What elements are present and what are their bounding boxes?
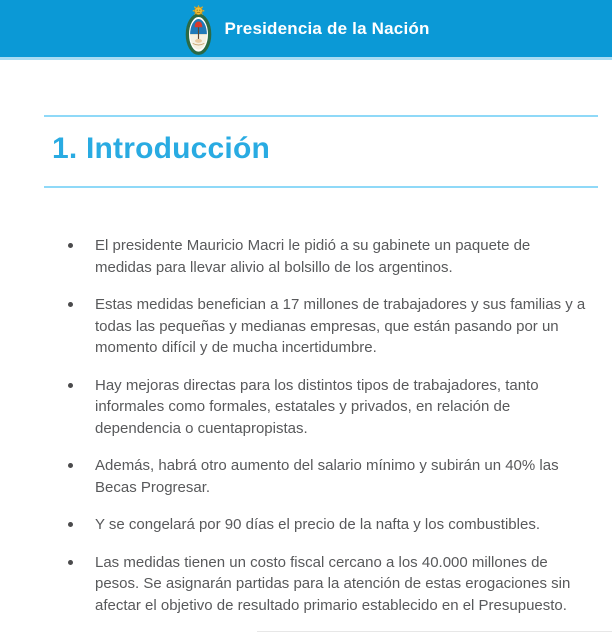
list-item — [44, 552, 590, 617]
section-heading: 1. Introducción — [52, 132, 271, 165]
bullet-dot — [68, 560, 73, 565]
header-title: Presidencia de la Nación — [224, 18, 430, 38]
next-section-rule-fragment — [257, 631, 612, 632]
list-item-text: Además, habrá otro aumento del salario mínimo y subirán un 40% las Becas Progresar. — [95, 457, 559, 496]
argentina-coat-of-arms-icon — [182, 4, 215, 58]
bullet-dot — [68, 243, 73, 248]
list-item-text: Y se congelará por 90 días el precio de la nafta y los combustibles. — [95, 516, 540, 533]
document-body — [44, 115, 598, 616]
header-banner — [0, 0, 612, 60]
list-item-text: Las medidas tienen un costo fiscal cercano a los 40.000 millones de pesos. Se asignarán partidas para la atención de estas erogaciones sin afectar el objetivo de resultado primario establecido en el Presupuesto. — [95, 553, 571, 614]
list-item — [44, 455, 590, 498]
list-item — [44, 294, 590, 359]
bullet-dot — [68, 522, 73, 527]
list-item — [44, 375, 590, 440]
list-item-text: El presidente Mauricio Macri le pidió a su gabinete un paquete de medidas para llevar alivio al bolsillo de los argentinos. — [95, 237, 531, 276]
list-item-text: Estas medidas benefician a 17 millones de trabajadores y sus familias y a todas las pequeñas y medianas empresas, que están pasando por un momento difícil y de mucha incertidumbre. — [95, 296, 586, 356]
bullet-dot — [68, 383, 73, 388]
bullet-dot — [68, 463, 73, 468]
list-item — [44, 235, 590, 278]
bullet-dot — [68, 302, 73, 307]
heading-rule-bottom — [44, 186, 598, 188]
list-item-text: Hay mejoras directas para los distintos tipos de trabajadores, tanto informales como formales, estatales y privados, en relación de dependencia o cuentapropistas. — [95, 376, 539, 437]
bullet-list — [44, 235, 598, 616]
list-item — [44, 514, 590, 536]
